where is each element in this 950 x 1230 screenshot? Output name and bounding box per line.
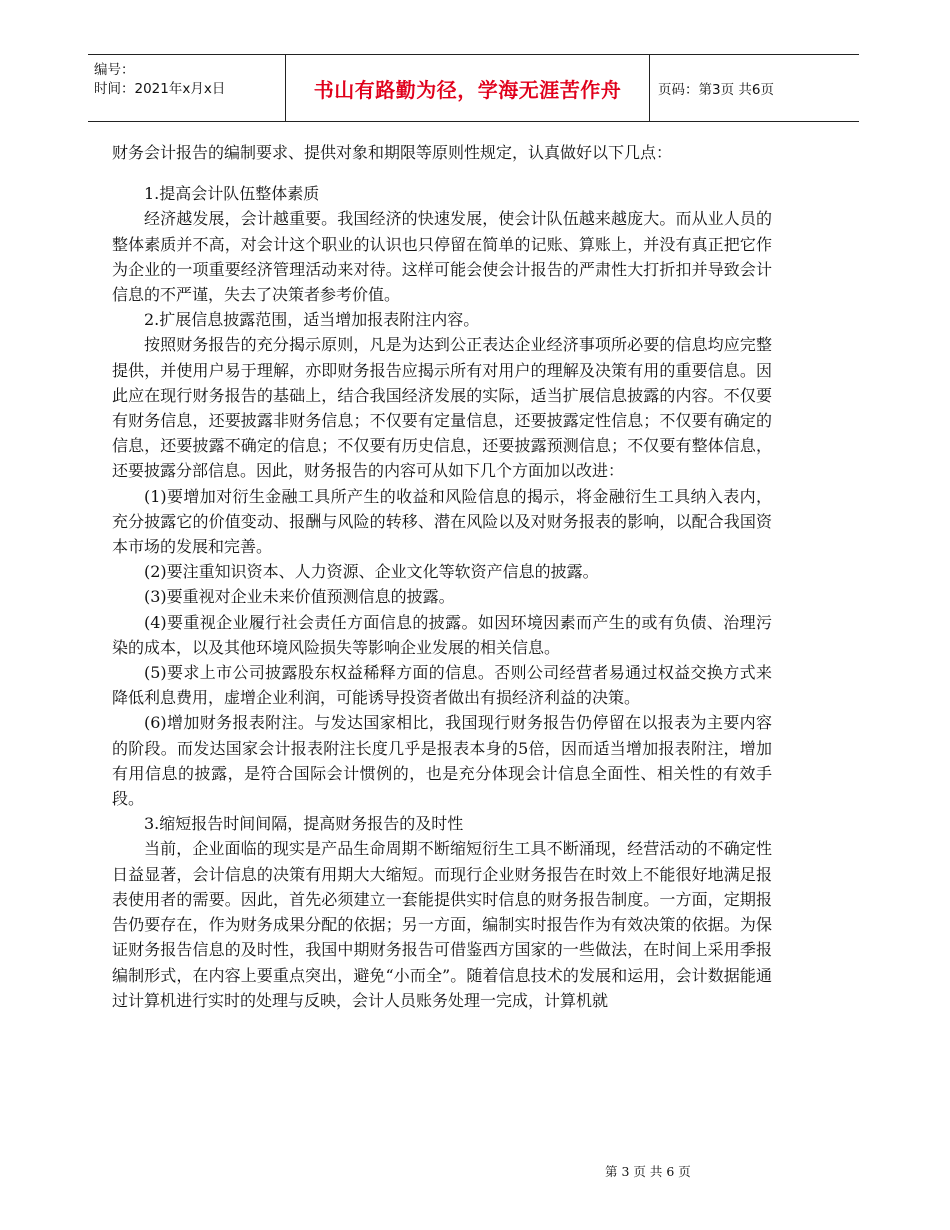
list-item-6: (6)增加财务报表附注。与发达国家相比，我国现行财务报告仍停留在以报表为主要内容的阶段。而发达国家会计报表附注长度几乎是报表本身的5倍，因而适当增加报表附注，增加有用信息的披露，是符合国际会计惯例的，也是充分体现会计信息全面性、相关性的有效手段。: [112, 713, 772, 809]
doc-number-label: 编号：: [94, 62, 135, 78]
list-item-3: (3)要重视对企业未来价值预测信息的披露。: [144, 587, 455, 607]
section-heading-2: 2.扩展信息披露范围，适当增加报表附注内容。: [144, 310, 480, 330]
paragraph: 按照财务报告的充分揭示原则，凡是为达到公正表达企业经济事项所必要的信息均应完整提供，并使用户易于理解，亦即财务报告应揭示所有对用户的理解及决策有用的重要信息。因此应在现行财务报告的基础上，结合我国经济发展的实际，适当扩展信息披露的内容。不仅要有财务信息，还要披露非财务信息；不仅要有定量信息，还要披露定性信息；不仅要有确定的信息，还要披露不确定的信息；不仅要有历史信息，还要披露预测信息；不仅要有整体信息，还要披露分部信息。因此，财务报告的内容可从如下几个方面加以改进：: [112, 335, 772, 481]
header-divider: [649, 55, 650, 121]
page-header: [88, 54, 859, 122]
section-heading-1: 1.提高会计队伍整体素质: [144, 184, 320, 204]
list-item-5: (5)要求上市公司披露股东权益稀释方面的信息。否则公司经营者易通过权益交换方式来降低利息费用，虚增企业利润，可能诱导投资者做出有损经济利益的决策。: [112, 663, 772, 708]
section-heading-3: 3.缩短报告时间间隔，提高财务报告的及时性: [144, 814, 464, 834]
list-item-4: (4)要重视企业履行社会责任方面信息的披露。如因环境因素而产生的或有负债、治理污染的成本，以及其他环境风险损失等影响企业发展的相关信息。: [112, 612, 772, 657]
page-footer: 第 3 页 共 6 页: [605, 1164, 691, 1179]
list-item-1: (1)要增加对衍生金融工具所产生的收益和风险信息的揭示，将金融衍生工具纳入表内，充分披露它的价值变动、报酬与风险的转移、潜在风险以及对财务报表的影响，以配合我国资本市场的发展和完善。: [112, 486, 772, 557]
header-meta: [94, 61, 282, 99]
spacer: [112, 165, 772, 181]
intro-line: 财务会计报告的编制要求、提供对象和期限等原则性规定，认真做好以下几点：: [112, 143, 673, 162]
header-page-number: 页码：第3页 共6页: [658, 82, 774, 98]
header-motto: 书山有路勤为径，学海无涯苦作舟: [313, 77, 622, 102]
paragraph: 经济越发展，会计越重要。我国经济的快速发展，使会计队伍越来越庞大。而从业人员的整体素质并不高，对会计这个职业的认识也只停留在简单的记账、算账上，并没有真正把它作为企业的一项重要经济管理活动来对待。这样可能会使会计报告的严肃性大打折扣并导致会计信息的不严谨，失去了决策者参考价值。: [112, 209, 772, 305]
paragraph: 当前，企业面临的现实是产品生命周期不断缩短衍生工具不断涌现，经营活动的不确定性日益显著，会计信息的决策有用期大大缩短。而现行企业财务报告在时效上不能很好地满足报表使用者的需要。因此，首先必须建立一套能提供实时信息的财务报告制度。一方面，定期报告仍要存在，作为财务成果分配的依据；另一方面，编制实时报告作为有效决策的依据。为保证财务报告信息的及时性，我国中期财务报告可借鉴西方国家的一些做法，在时间上采用季报编制形式，在内容上要重点突出，避免“小而全”。随着信息技术的发展和运用，会计数据能通过计算机进行实时的处理与反映，会计人员账务处理一完成，计算机就: [112, 839, 772, 1010]
doc-time: 时间：2021年x月x日: [94, 81, 226, 97]
document-body: [112, 140, 772, 1013]
list-item-2: (2)要注重知识资本、人力资源、企业文化等软资产信息的披露。: [144, 562, 599, 582]
